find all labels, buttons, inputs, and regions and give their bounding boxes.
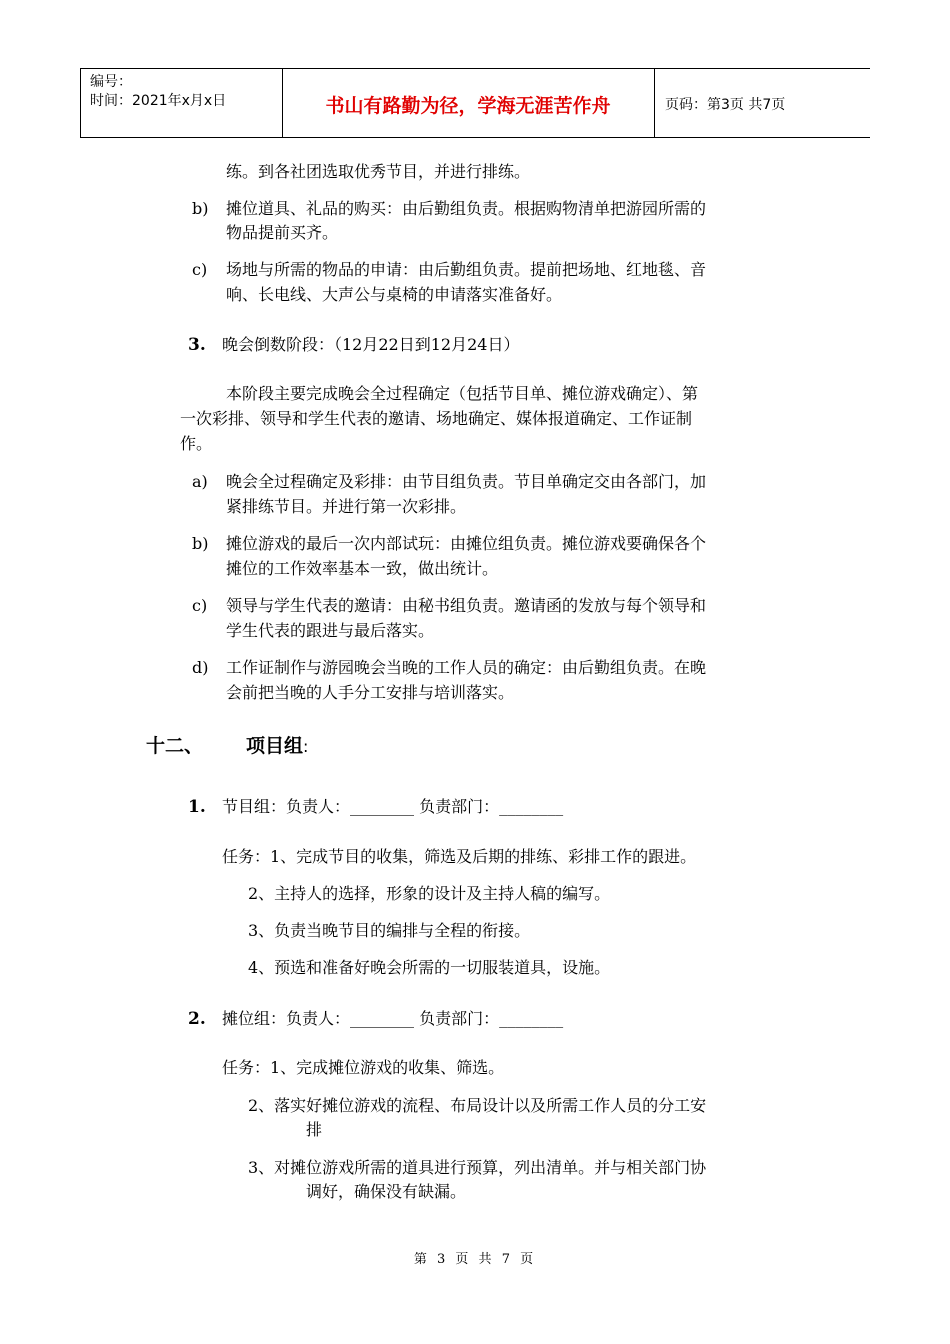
stage3-item-c-line1: 领导与学生代表的邀请：由秘书组负责。邀请函的发放与每个领导和 [226, 596, 707, 615]
header-divider-2 [654, 69, 655, 137]
header-motto: 书山有路勤为径，学海无涯苦作舟 [325, 95, 611, 117]
group2-task-3-cont: 调好，确保没有缺漏。 [306, 1182, 467, 1201]
stage3-item-b-line1: 摊位游戏的最后一次内部试玩：由摊位组负责。摊位游戏要确保各个 [226, 534, 707, 553]
group2-line: 摊位组：负责人：________ 负责部门：________ [222, 1009, 564, 1028]
section12-colon: : [303, 737, 309, 756]
stage3-intro-line2: 一次彩排、领导和学生代表的邀请、场地确定、媒体报道确定、工作证制 [180, 409, 693, 428]
stage3-item-d-line2: 会前把当晚的人手分工安排与培训落实。 [226, 683, 515, 702]
stage3-item-c-line2: 学生代表的跟进与最后落实。 [226, 621, 435, 640]
header-border-left [80, 69, 81, 137]
section12-title-text: 项目组 [246, 735, 304, 757]
stage2-item-c-line2: 响、长电线、大声公与桌椅的申请落实准备好。 [226, 285, 563, 304]
group1-line: 节目组：负责人：________ 负责部门：________ [222, 797, 564, 816]
header-meta [90, 73, 226, 111]
group2-task-2: 2、落实好摊位游戏的流程、布局设计以及所需工作人员的分工安 [248, 1096, 707, 1115]
stage2-item-c-label: c) [192, 260, 208, 279]
stage3-intro-line1: 本阶段主要完成晚会全过程确定（包括节目单、摊位游戏确定）、第 [226, 384, 699, 403]
group2-task-1: 任务：1、完成摊位游戏的收集、筛选。 [222, 1058, 505, 1077]
stage2-tail-line: 练。到各社团选取优秀节目，并进行排练。 [226, 162, 531, 181]
section12-number: 十二、 [146, 735, 204, 757]
stage3-item-b-line2: 摊位的工作效率基本一致，做出统计。 [226, 559, 499, 578]
group2-number: 2. [188, 1009, 206, 1029]
stage2-item-b-line2: 物品提前买齐。 [226, 223, 339, 242]
group1-task-4: 4、预选和准备好晚会所需的一切服装道具，设施。 [248, 958, 611, 977]
stage3-item-c-label: c) [192, 596, 208, 615]
group1-task-2: 2、主持人的选择，形象的设计及主持人稿的编写。 [248, 884, 611, 903]
stage2-item-b-label: b) [192, 199, 209, 218]
stage3-item-a-label: a) [192, 472, 208, 491]
page-header [80, 68, 870, 138]
number-label: 编号： [90, 74, 132, 90]
stage3-item-a-line2: 紧排练节目。并进行第一次彩排。 [226, 497, 467, 516]
stage3-title: 晚会倒数阶段：（12月22日到12月24日） [222, 335, 520, 354]
stage3-intro-line3: 作。 [180, 434, 213, 453]
stage2-item-b-line1: 摊位道具、礼品的购买：由后勤组负责。根据购物清单把游园所需的 [226, 199, 707, 218]
group2-task-2-cont: 排 [306, 1120, 323, 1139]
header-page-info: 页码：第3页 共7页 [665, 97, 786, 113]
group1-task-1: 任务：1、完成节目的收集，筛选及后期的排练、彩排工作的跟进。 [222, 847, 697, 866]
stage3-number: 3. [188, 335, 206, 355]
group1-task-3: 3、负责当晚节目的编排与全程的衔接。 [248, 921, 531, 940]
stage3-item-d-line1: 工作证制作与游园晚会当晚的工作人员的确定：由后勤组负责。在晚 [226, 658, 707, 677]
stage2-item-c-line1: 场地与所需的物品的申请：由后勤组负责。提前把场地、红地毯、音 [226, 260, 707, 279]
stage3-item-a-line1: 晚会全过程确定及彩排：由节目组负责。节目单确定交由各部门，加 [226, 472, 707, 491]
group2-task-3: 3、对摊位游戏所需的道具进行预算，列出清单。并与相关部门协 [248, 1158, 707, 1177]
date-label: 时间：2021年x月x日 [90, 93, 227, 109]
page-footer: 第 3 页 共 7 页 [413, 1252, 537, 1267]
group1-number: 1. [188, 797, 206, 817]
stage3-item-b-label: b) [192, 534, 209, 553]
stage3-item-d-label: d) [192, 658, 209, 677]
section12-title [246, 733, 308, 760]
